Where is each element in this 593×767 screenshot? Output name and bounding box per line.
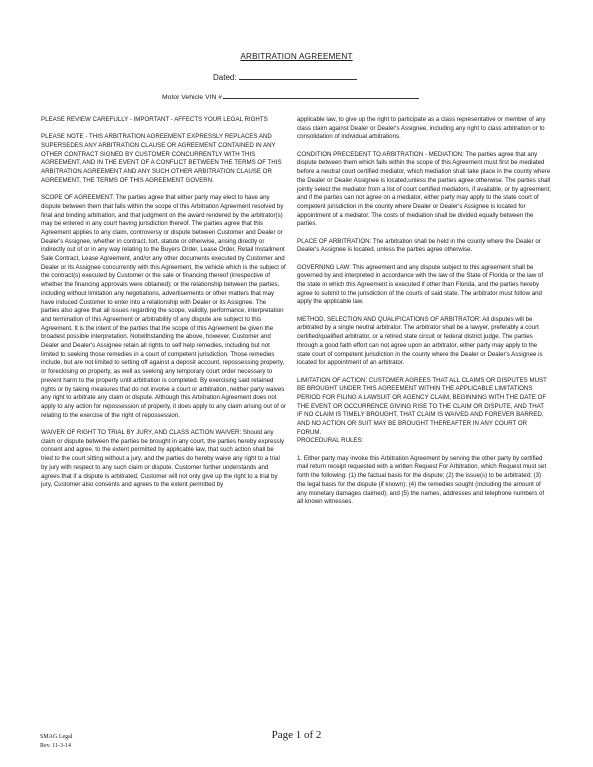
review-notice: PLEASE REVIEW CAREFULLY - IMPORTANT - AFFECTS YOUR LEGAL RIGHTS <box>41 116 268 123</box>
footer-company: SMAG Legal <box>40 734 73 740</box>
scope-of-agreement-section: SCOPE OF AGREEMENT: The parties agree that either party may elect to have any dispute between them that falls within the scope of this Arbitration Agreement resolved by final and binding arbitration, and that judgment on the award rendered by the arbitrator(s) may be entered in any court having jurisdiction thereof. The parties agree that this Agreement applies to any claim, controversy or dispute between Customer and Dealer or Dealer's Assignee, whether in contract, tort, statute or otherwise, arising directly or indirectly out of or in any way relating to the Buyers Order, Lease Order, Retail Installment Sale Contract, Lease Agreement, and/or any other documents executed by Customer and Dealer or its Assignee concurrently with this Agreement, the vehicle which is the subject of the contract(s) executed by Customer or the sale or financing thereof (irrespective of whether the financing approvals were obtained); or the relationship between the parties, including without limitation any negotiations, advertisements or other matters that may have induced Customer to enter into a relationship with Dealer or its Assignee. The parties also agree that all issues regarding the scope, validity, performance, interpretation and termination of this Agreement or arbitrability of any dispute are subject to this Agreement. It is the intent of the parties that the scope of this Agreement be given the broadest possible interpretation. Notwithstanding the above, however, Customer and Dealer and Dealer's Assignee retain all rights to self help remedies, including but not limited to seeking those remedies in a court of competent jurisdiction. Those remedies include, but are not limited to setting off against a deposit account, repossessing property, or foreclosing on property, as well as seeking any temporary court order necessary to prevent harm to the property until arbitration is completed. By exercising said retained rights or by taking measures that do not involve a court or arbitration, neither party waives any right to arbitrate any claim or dispute. Although this Arbitration Agreement does not apply to any action for repossession of property, it does apply to any claim arising out of or relating to the exercise of the right of repossession. <box>41 194 286 419</box>
left-column <box>41 116 286 490</box>
governing-law-section: GOVERNING LAW: This agreement and any dispute subject to this agreement shall be governed by and interpreted in accordance with the law of the State of Florida or the law of the state in which this Agreement is executed if other than Florida, and the parties hereby agree to submit to the jurisdiction of the courts of said state. The arbitrator must follow and apply the applicable law. <box>297 263 544 306</box>
class-waiver-continued: applicable law, to give up the right to participate as a class representative or member of any class claim against Dealer or Dealer's Assignee, including any right to class arbitration or to consolidation of individual arbitrations. <box>297 116 546 141</box>
dated-field <box>213 73 357 82</box>
procedural-rule-1: 1. Either party may invoke this Arbitration Agreement by serving the other party by certified mail return receipt requested with a written Request For Arbitration, which Request must set forth the following: (1) the factual basis for the dispute; (2) the issue(s) to be arbitrated; (3) the legal basis for the dispute (if known); (4) the remedies sought (including the amount of any monetary damages claimed); and (5) the names, addresses and telephone numbers of all known witnesses. <box>297 454 547 506</box>
dated-label: Dated: <box>213 73 237 82</box>
jury-waiver-section: WAIVER OF RIGHT TO TRIAL BY JURY, AND CLASS ACTION WAIVER: Should any claim or dispute between the parties be brought in any court, the parties hereby expressly consent and agree, to the extent permitted by applicable law, that such action shall be tried to the court sitting without a jury, and the parties do hereby waive any right to a trial by jury with respect to any such claim or dispute. Customer further understands and agrees that if a dispute is arbitrated, Customer will not only give up the right to a trial by jury, Customer also consents and agrees to the extent permitted by <box>41 428 285 489</box>
supersedes-notice: PLEASE NOTE - THIS ARBITRATION AGREEMENT EXPRESSLY REPLACES AND SUPERSEDES ANY ARBITRATION CLAUSE OR AGREEMENT CONTAINED IN ANY OTHER CONTRACT SIGNED BY CUSTOMER CONCURRENTLY WITH THIS AGREEMENT, AND IN THE EVENT OF A CONFLICT BETWEEN THE TERMS OF THIS ARBITRATION AGREEMENT AND ANY SUCH OTHER ARBITRATION CLAUSE OR AGREEMENT, THE TERMS OF THIS AGREEMENT GOVERN. <box>41 133 282 184</box>
place-of-arbitration-section: PLACE OF ARBITRATION: The arbitration shall be held in the county where the Dealer or Dealer's Assignee is located, unless the parties agree otherwise. <box>297 237 541 254</box>
procedural-rules-heading: PROCEDURAL RULES: <box>297 437 364 445</box>
dated-blank-line <box>239 73 357 80</box>
footer-revision: Rev. 11-3-14 <box>40 743 72 749</box>
limitation-of-action-section: LIMITATION OF ACTION: CUSTOMER AGREES THAT ALL CLAIMS OR DISPUTES MUST BE BROUGHT UNDER THIS AGREEMENT WITHIN THE APPLICABLE LIMITATIONS PERIOD FOR FILING A LAWSUIT OR AGENCY CLAIM, BEGINNING WITH THE DATE OF THE EVENT OR OCCURRENCE GIVING RISE TO THE CLAIM OR DISPUTE, AND THAT IF NO CLAIM IS TIMELY BROUGHT, THAT CLAIM IS WAIVED AND FOREVER BARRED, AND NO ACTION OR SUIT MAY BE BROUGHT THEREAFTER IN ANY COURT OR FORUM. <box>297 376 547 436</box>
arbitrator-selection-section: METHOD, SELECTION AND QUALIFICATIONS OF ARBITRATOR: All disputes will be arbitrated by a single neutral arbitrator. The arbitrator shall be a lawyer, preferably a court certified/qualified arbitrator, or a retired state circuit or federal district judge. The parties through a good faith effort can not agree upon an arbitrator, either party may apply to the state court of competent jurisdiction in the county where the Dealer or Dealer's Assignee is located for appointment of an arbitrator. <box>297 315 543 367</box>
page-number: Page 1 of 2 <box>271 729 322 741</box>
vin-field <box>162 92 419 101</box>
right-column <box>297 116 551 516</box>
document-title: ARBITRATION AGREEMENT <box>240 52 353 61</box>
vin-blank-line <box>223 92 419 99</box>
vin-label: Motor Vehicle VIN # <box>162 94 223 101</box>
mediation-section: CONDITION PRECEDENT TO ARBITRATION - MEDIATION: The parties agree that any dispute between them which falls within the scope of this Agreement must first be mediated before a neutral court certified mediator, which mediation shall take place in the county where the Dealer or Dealer Assignee is located,unless the parties agree otherwise. The parties shall jointly select the mediator from a list of court certified mediators, if available, or by agreement; and if the parties can not agree on a mediator, either party may apply to the state court of competent jurisdiction in the county where Dealer or Dealer's Assignee is located for appointment of a mediator. The costs of mediation shall be divided equally between the parties. <box>297 150 551 228</box>
